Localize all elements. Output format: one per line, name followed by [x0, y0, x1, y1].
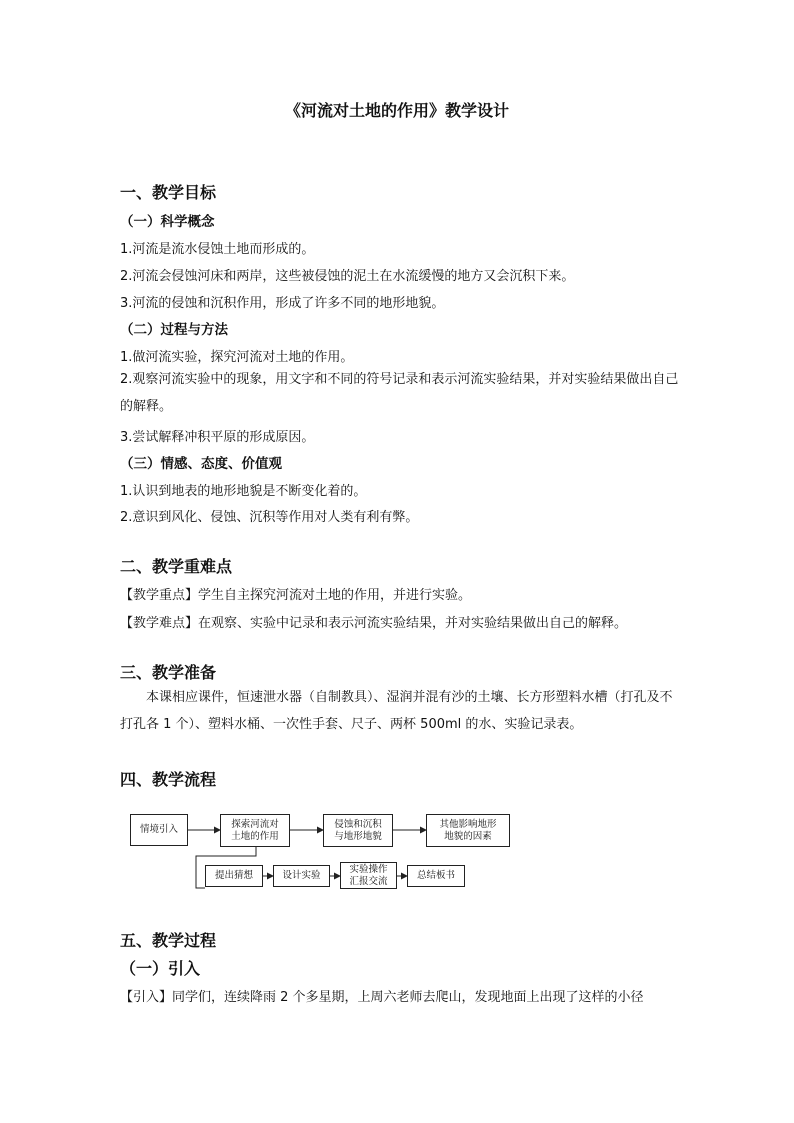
list-item: 2.河流会侵蚀河床和两岸，这些被侵蚀的泥土在水流缓慢的地方又会沉积下来。 [120, 269, 575, 284]
section-3-heading: 三、教学准备 [120, 663, 217, 682]
flow-step-explore: 探索河流对 土地的作用 [220, 814, 290, 847]
flow-step-erosion: 侵蚀和沉积 与地形地貌 [323, 814, 393, 847]
flow-step-design: 设计实验 [273, 865, 330, 887]
list-item: 3.尝试解释冲积平原的形成原因。 [120, 430, 315, 445]
list-item: 1.做河流实验，探究河流对土地的作用。 [120, 350, 354, 365]
list-item: 2.观察河流实验中的现象，用文字和不同的符号记录和表示河流实验结果，并对实验结果做出自己的解释。 [120, 372, 679, 414]
list-item: 3.河流的侵蚀和沉积作用，形成了许多不同的地形地貌。 [120, 296, 445, 311]
section-1-sub-3: （三）情感、态度、价值观 [120, 456, 282, 472]
list-item: 【教学重点】学生自主探究河流对土地的作用，并进行实验。 [120, 588, 472, 603]
page-title: 《河流对土地的作用》教学设计 [284, 101, 509, 120]
section-2-heading: 二、教学重难点 [120, 557, 233, 576]
flow-step-hypothesis: 提出猜想 [205, 865, 263, 887]
section-1-sub-1: （一）科学概念 [120, 214, 215, 230]
section-4-heading: 四、教学流程 [120, 770, 217, 789]
flow-step-intro: 情境引入 [130, 814, 188, 846]
section-1-heading: 一、教学目标 [120, 183, 217, 202]
list-item: 【教学难点】在观察、实验中记录和表示河流实验结果，并对实验结果做出自己的解释。 [120, 616, 628, 631]
paragraph: 【引入】同学们，连续降雨 2 个多星期，上周六老师去爬山，发现地面上出现了这样的小径 [120, 990, 644, 1005]
list-item: 1.认识到地表的地形地貌是不断变化着的。 [120, 484, 367, 499]
list-item: 2.意识到风化、侵蚀、沉积等作用对人类有利有弊。 [120, 510, 419, 525]
flow-step-experiment: 实验操作 汇报交流 [340, 862, 397, 889]
section-5-heading: 五、教学过程 [120, 931, 217, 950]
section-1-sub-2: （二）过程与方法 [120, 322, 228, 338]
flow-step-other-factors: 其他影响地形 地貌的因素 [426, 814, 510, 847]
list-item: 1.河流是流水侵蚀土地而形成的。 [120, 242, 315, 257]
flow-step-summary: 总结板书 [407, 865, 465, 887]
paragraph: 本课相应课件，恒速泄水器（自制教具）、湿润并混有沙的土壤、长方形塑料水槽（打孔及不打孔各 1 个）、塑料水桶、一次性手套、尺子、两杯 500ml 的水、实验记录表。 [120, 690, 673, 732]
section-5-sub-1: （一）引入 [120, 959, 201, 978]
